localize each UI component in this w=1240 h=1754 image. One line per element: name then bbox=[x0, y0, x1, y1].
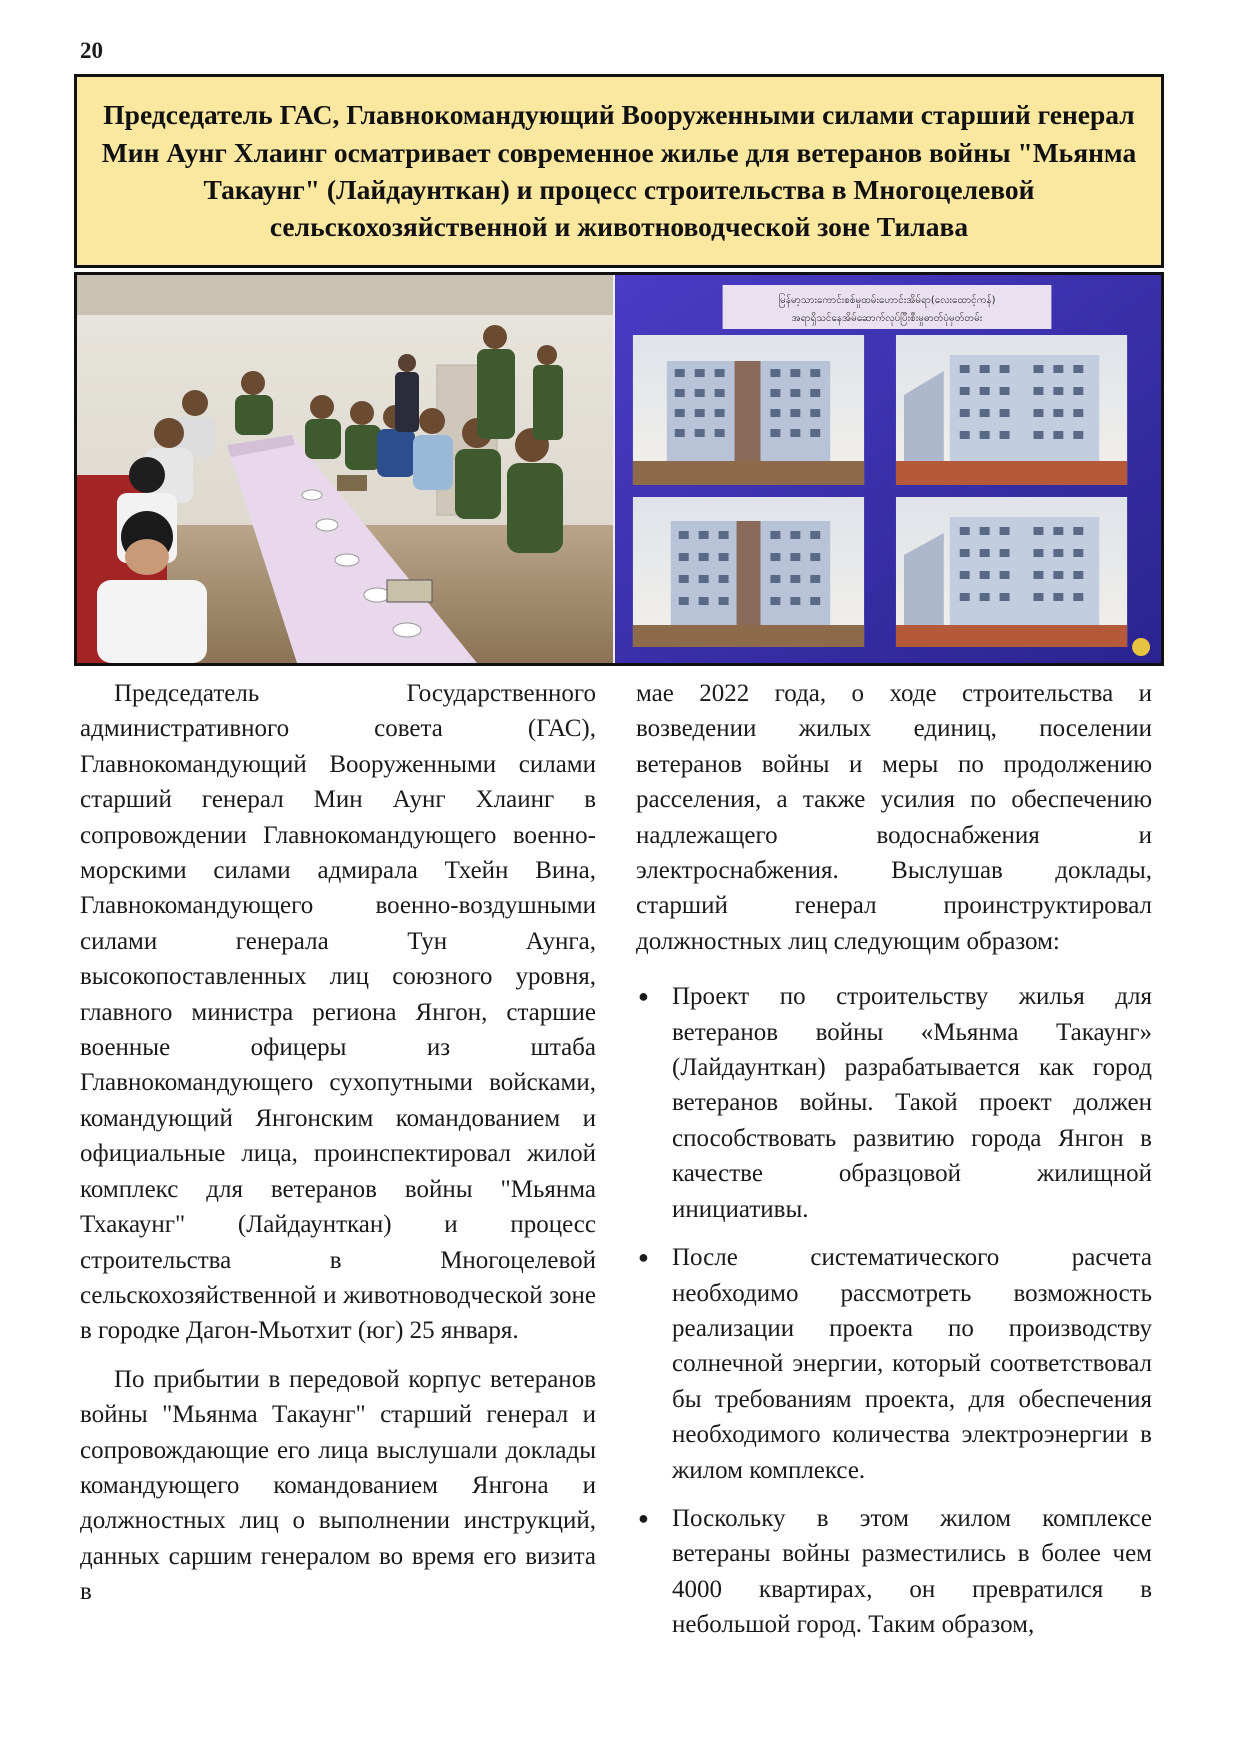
instruction-list bbox=[636, 979, 1152, 1642]
list-item-text: Поскольку в этом жилом комплексе ветераны войны разместились в более чем 4000 квартирах, он превратился в небольшой город. Таким образом, bbox=[672, 1504, 1152, 1639]
body-paragraph-continuation: мае 2022 года, о ходе строительства и возведении жилых единиц, поселении ветеранов войны и меры по продолжению расселения, а также усилия по обеспечению надлежащего водоснабжения и электроснабжения. Выслушав доклады, старший генерал проинструктировал должностных лиц следующим образом: bbox=[636, 680, 1152, 955]
right-text-column bbox=[636, 676, 1152, 1656]
body-paragraph-1: Председатель Государственного административного совета (ГАС), Главнокомандующий Вооруженными силами старший генерал Мин Аунг Хлаинг в сопровождении Главнокомандующего военно-морскими силами адмирала Тхейн Вина, Главнокомандующего военно-воздушными силами генерала Тун Аунга, высокопоставленных лиц союзного уровня, главного министра региона Янгон, старшие военные офицеры из штаба Главнокомандующего сухопутными войсками, командующий Янгонским командованием и официальные лица, проинспектировал жилой комплекс для ветеранов войны "Мьянма Тхакаунг" (Лайдаунткан) и процесс строительства в Многоцелевой сельскохозяйственной и животноводческой зоне в городке Дагон-Мьотхит (юг) 25 января. bbox=[80, 680, 596, 1345]
list-item bbox=[636, 1240, 1152, 1488]
body-paragraph-2: По прибытии в передовой корпус ветеранов войны "Мьянма Такаунг" старший генерал и сопровождающие его лица выслушали доклады командующего командованием Янгона и должностных лиц о выполнении инструкций, данных саршим генералом во время его визита в bbox=[80, 1365, 596, 1606]
building-tile-1 bbox=[633, 335, 864, 485]
building-tile-4 bbox=[896, 497, 1127, 647]
left-text-column bbox=[80, 676, 596, 1610]
photo-frame bbox=[74, 272, 1164, 666]
article-title: Председатель ГАС, Главнокомандующий Вооруженными силами старший генерал Мин Аунг Хлаинг осматривает современное жилье для ветеранов войны "Мьянма Такаунг" (Лайдаунткан) и процесс строительства в Многоцелевой сельскохозяйственной и животноводческой зоне Тилава bbox=[101, 99, 1137, 243]
building-tile-2 bbox=[896, 335, 1127, 485]
slide-header-line2: အရာရှိသင်နေအိမ်ဆောက်လုပ်ပြီးစီးမှုဓာတ်ပုံမှတ်တမ်း bbox=[791, 312, 983, 325]
slide-logo-icon bbox=[1132, 638, 1150, 656]
presentation-slide-photo-icon bbox=[615, 275, 1161, 663]
presentation-slide-photo bbox=[615, 275, 1161, 663]
meeting-photo-icon bbox=[77, 275, 613, 663]
list-item-text: Проект по строительству жилья для ветеранов войны «Мьянма Такаунг» (Лайдаунткан) разрабатывается как город ветеранов войны. Такой проект должен способствовать развитию города Янгон в качестве образцовой жилищной инициативы. bbox=[672, 983, 1152, 1223]
page-number: 20 bbox=[80, 38, 103, 63]
bullet-icon: ● bbox=[638, 1507, 649, 1528]
list-item bbox=[636, 979, 1152, 1227]
slide-header-line1: မြန်မာ့သားကောင်းစစ်မှုထမ်းဟောင်းအိမ်ရာ(လေးထောင့်ကန်) bbox=[778, 294, 996, 307]
list-item-text: После систематического расчета необходимо рассмотреть возможность реализации проекта по производству солнечной энергии, который соответствовал бы требованиям проекта, для обеспечения необходимого количества электроэнергии в жилом комплексе. bbox=[672, 1244, 1152, 1484]
bullet-icon: ● bbox=[638, 986, 649, 1007]
building-tile-3 bbox=[633, 497, 864, 647]
list-item bbox=[636, 1501, 1152, 1643]
bullet-icon: ● bbox=[638, 1247, 649, 1268]
article-title-box bbox=[74, 74, 1164, 268]
meeting-photo bbox=[77, 275, 615, 663]
